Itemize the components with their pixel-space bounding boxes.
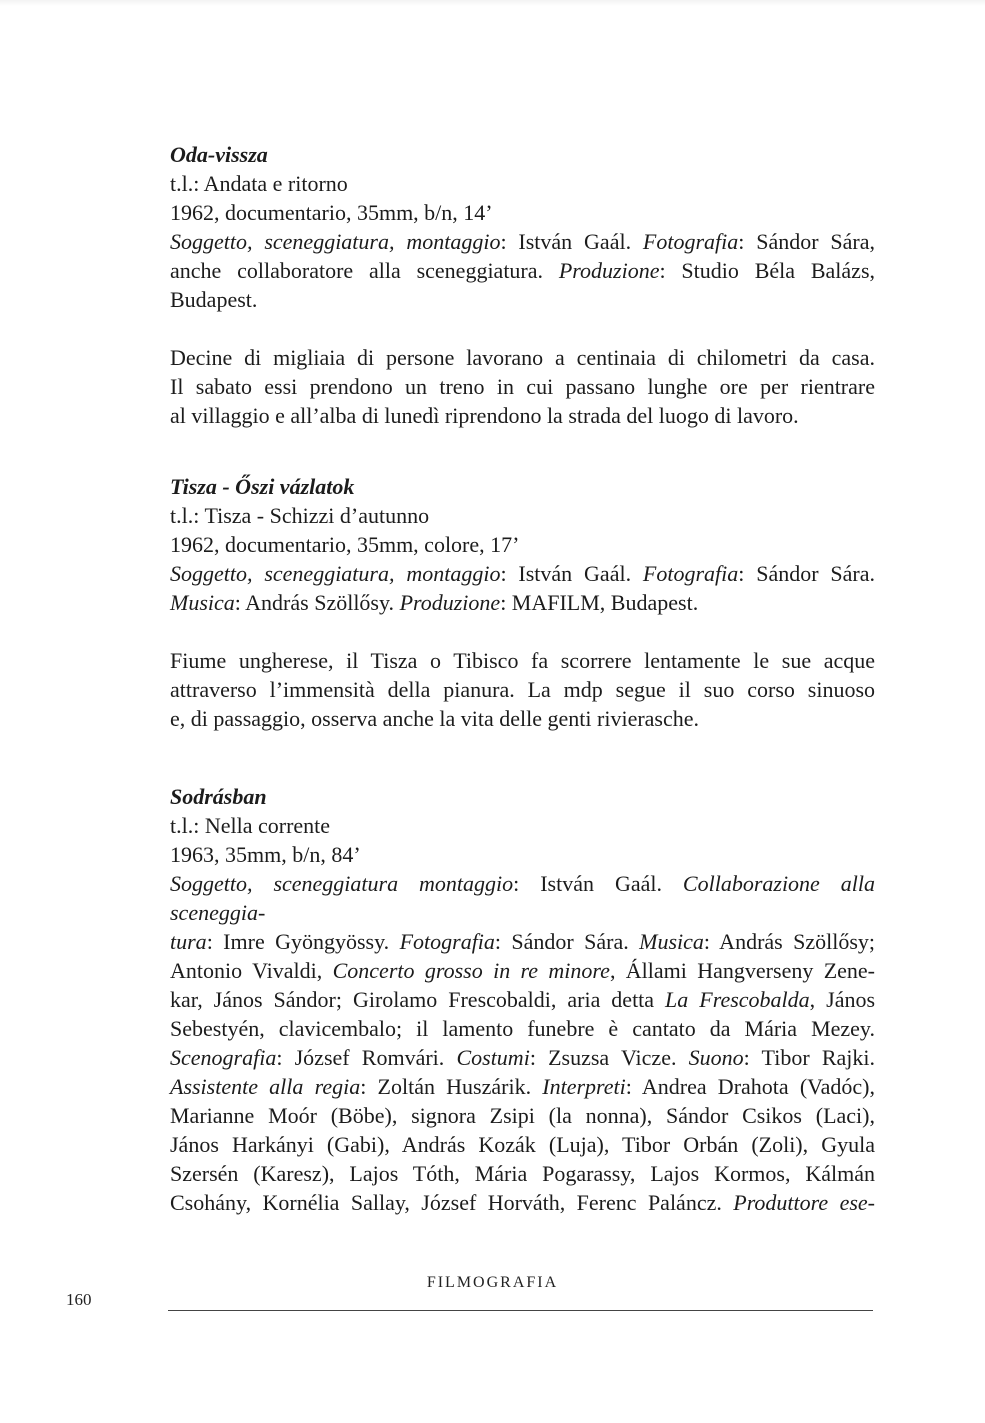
film-title: Sodrásban	[170, 784, 267, 809]
credit-role-label: Fotografia	[399, 929, 495, 954]
credit-text: : Sándor Sára.	[738, 561, 876, 586]
credit-text: , Állami Hangverseny Zene-	[609, 958, 875, 983]
credit-line	[170, 559, 875, 588]
credit-text: Szersén (Karesz), Lajos Tóth, Mária Pogarassy, Lajos Kormos, Kálmán	[170, 1161, 875, 1186]
film-entry-sodrasban	[170, 782, 875, 1217]
credit-text: : István Gaál.	[500, 561, 643, 586]
film-translated-title: t.l.: Nella corrente	[170, 813, 331, 838]
credit-role-label: Suono	[688, 1045, 744, 1070]
credit-text: anche collaboratore alla sceneggiatura.	[170, 258, 559, 283]
credit-role-label: Fotografia	[642, 561, 739, 586]
credit-line	[170, 1101, 875, 1130]
credit-text: , János	[809, 987, 876, 1012]
credit-role-label: Scenografia	[170, 1045, 277, 1070]
film-entry-tisza	[170, 472, 875, 733]
credit-text: : MAFILM, Budapest.	[500, 590, 699, 615]
credit-line	[170, 985, 875, 1014]
credit-role-label: Collaborazione alla sceneggia-	[170, 871, 875, 925]
credit-role-label: Concerto grosso in re minore	[332, 958, 610, 983]
film-credits	[170, 559, 875, 617]
film-credits	[170, 227, 875, 314]
credit-line	[170, 1188, 875, 1217]
film-translated-title: t.l.: Andata e ritorno	[170, 171, 348, 196]
film-translated-title: t.l.: Tisza - Schizzi d’autunno	[170, 503, 430, 528]
film-title: Tisza - Őszi vázlatok	[170, 474, 355, 499]
credit-line	[170, 256, 875, 285]
film-credits	[170, 869, 875, 1217]
synopsis-line: Il sabato essi prendono un treno in cui passano lunghe ore per rientrare	[170, 374, 875, 399]
credit-role-label: tura	[170, 929, 207, 954]
credit-role-label: Fotografia	[642, 229, 739, 254]
credit-text: Csohány, Kornélia Sallay, József Horváth, Ferenc Paláncz.	[170, 1190, 734, 1215]
credit-text: : József Romvári.	[276, 1045, 457, 1070]
credit-text: : András Szöllősy;	[703, 929, 876, 954]
credit-role-label: Soggetto, sceneggiatura, montaggio	[170, 229, 501, 254]
film-title: Oda-vissza	[170, 142, 268, 167]
credit-line	[170, 869, 875, 927]
credit-line	[170, 927, 875, 956]
credit-role-label: Costumi	[456, 1045, 530, 1070]
credit-text: : Sándor Sára,	[738, 229, 876, 254]
credit-role-label: Produttore ese-	[733, 1190, 875, 1215]
credit-role-label: Soggetto, sceneggiatura montaggio	[170, 871, 514, 896]
credit-text: : Zoltán Huszárik.	[360, 1074, 543, 1099]
synopsis-line: al villaggio e all’alba di lunedì riprendono la strada del luogo di lavoro.	[170, 403, 799, 428]
film-synopsis	[170, 646, 875, 733]
credit-text: Budapest.	[170, 287, 258, 312]
credit-line	[170, 588, 875, 617]
credit-line	[170, 1043, 875, 1072]
credit-text: kar, János Sándor; Girolamo Frescobaldi, aria detta	[170, 987, 666, 1012]
credit-role-label: Musica	[170, 590, 235, 615]
credit-line	[170, 1014, 875, 1043]
running-footer-title: FILMOGRAFIA	[426, 1274, 559, 1291]
credit-role-label: Assistente alla regia	[170, 1074, 361, 1099]
credit-text: : Sándor Sára.	[494, 929, 640, 954]
credit-text: : András Szöllősy.	[234, 590, 400, 615]
credit-text: Antonio Vivaldi,	[170, 958, 333, 983]
synopsis-line: Fiume ungherese, il Tisza o Tibisco fa scorrere lentamente le sue acque	[170, 648, 875, 673]
credit-role-label: Produzione	[558, 258, 660, 283]
credit-role-label: Interpreti	[542, 1074, 626, 1099]
credit-text: : István Gaál.	[500, 229, 643, 254]
credit-text: : Zsuzsa Vicze.	[529, 1045, 689, 1070]
credit-text: : Studio Béla Balázs,	[659, 258, 876, 283]
credit-role-label: Produzione	[399, 590, 501, 615]
credit-text: : Andrea Drahota (Vadóc),	[625, 1074, 875, 1099]
credit-role-label: La Frescobalda	[665, 987, 810, 1012]
credit-text: Marianne Moór (Böbe), signora Zsipi (la nonna), Sándor Csikos (Laci),	[170, 1103, 875, 1128]
scan-edge	[0, 0, 985, 6]
credit-line	[170, 1072, 875, 1101]
credit-line	[170, 285, 875, 314]
footer-rule	[168, 1310, 873, 1311]
credit-line	[170, 1130, 875, 1159]
synopsis-line: e, di passaggio, osserva anche la vita delle genti rivierasche.	[170, 706, 700, 731]
film-details: 1963, 35mm, b/n, 84’	[170, 842, 361, 867]
film-entry-oda-vissza	[170, 140, 875, 430]
credit-text: : Tibor Rajki.	[743, 1045, 875, 1070]
credit-text: János Harkányi (Gabi), András Kozák (Luja), Tibor Orbán (Zoli), Gyula	[170, 1132, 875, 1157]
credit-role-label: Soggetto, sceneggiatura, montaggio	[170, 561, 501, 586]
credit-role-label: Musica	[639, 929, 704, 954]
synopsis-line: Decine di migliaia di persone lavorano a centinaia di chilometri da casa.	[170, 345, 875, 370]
credit-text: : István Gaál.	[513, 871, 683, 896]
credit-line	[170, 227, 875, 256]
page-number: 160	[66, 1290, 92, 1309]
credit-text: : Imre Gyöngyössy.	[206, 929, 400, 954]
credit-line	[170, 1159, 875, 1188]
film-details: 1962, documentario, 35mm, b/n, 14’	[170, 200, 493, 225]
film-synopsis	[170, 343, 875, 430]
credit-line	[170, 956, 875, 985]
synopsis-line: attraverso l’immensità della pianura. La mdp segue il suo corso sinuoso	[170, 677, 875, 702]
credit-text: Sebestyén, clavicembalo; il lamento funebre è cantato da Mária Mezey.	[170, 1016, 875, 1041]
film-details: 1962, documentario, 35mm, colore, 17’	[170, 532, 520, 557]
